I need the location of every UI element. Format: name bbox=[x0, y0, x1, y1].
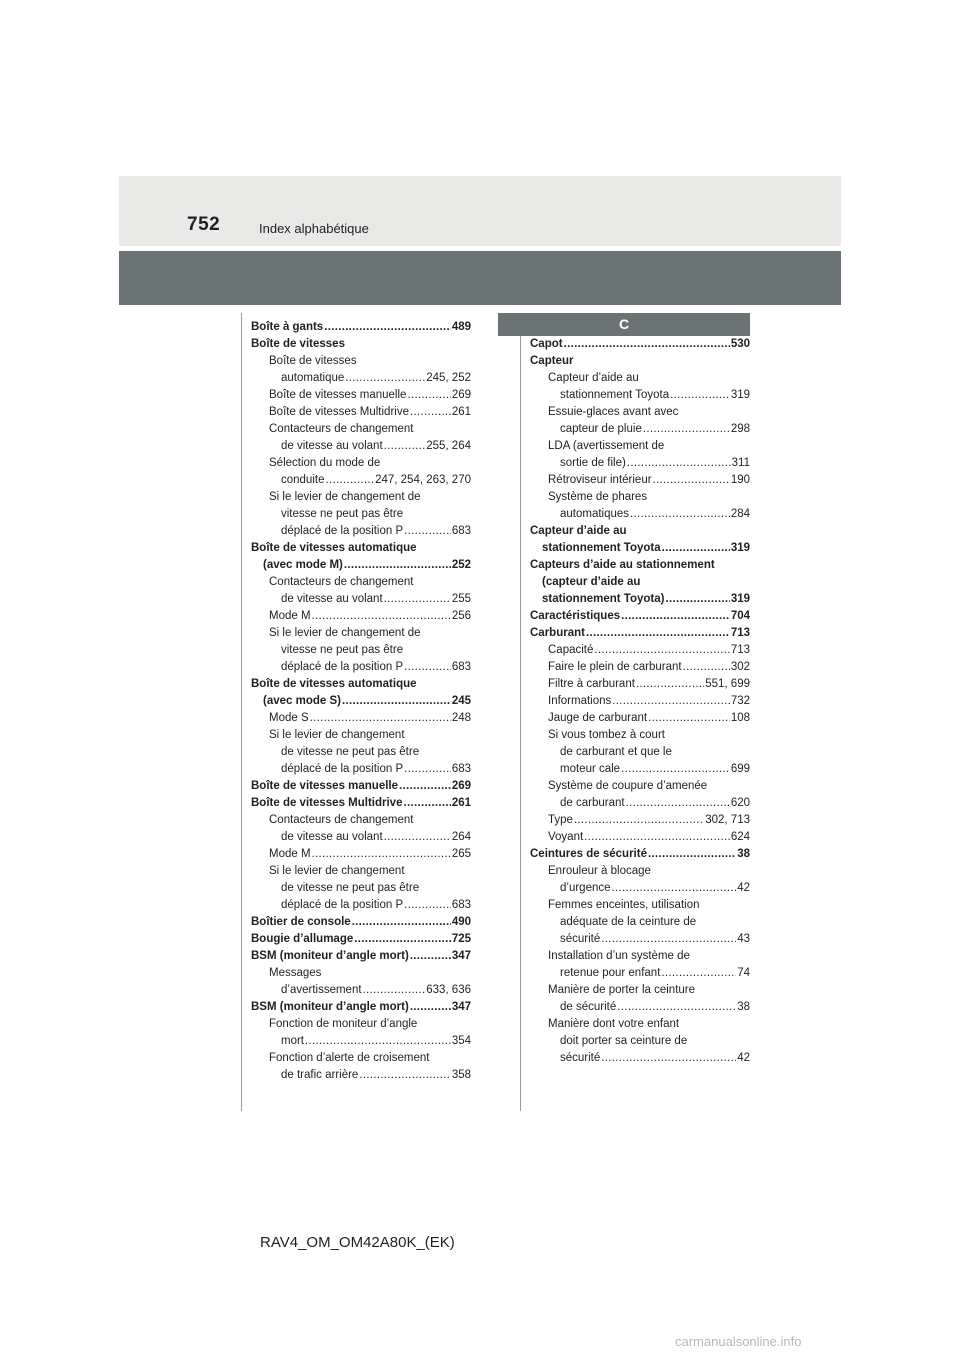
index-entry bbox=[530, 387, 750, 404]
index-entry bbox=[251, 540, 471, 557]
dot-leader bbox=[627, 455, 731, 472]
dot-leader bbox=[363, 982, 426, 999]
index-entry-text: doit porter sa ceinture de bbox=[560, 1035, 688, 1047]
index-entry bbox=[251, 557, 471, 574]
index-entry-text: Manière de porter la ceinture bbox=[548, 984, 696, 996]
dot-leader bbox=[384, 829, 451, 846]
dot-leader bbox=[399, 778, 451, 795]
index-entry-text: Informations bbox=[548, 695, 612, 707]
index-entry-text: stationnement Toyota bbox=[560, 389, 670, 401]
index-entry-page: 261 bbox=[451, 406, 471, 418]
index-entry-text: stationnement Toyota bbox=[542, 542, 661, 554]
dot-leader bbox=[564, 336, 730, 353]
index-entry bbox=[530, 472, 750, 489]
index-entry bbox=[251, 948, 471, 965]
index-entry-page: 302 bbox=[730, 661, 750, 673]
dot-leader bbox=[344, 557, 451, 574]
index-entry bbox=[530, 642, 750, 659]
index-entry-text: moteur cale bbox=[560, 763, 621, 775]
index-entry-page: 42 bbox=[737, 882, 750, 894]
index-entry-text: Filtre à carburant bbox=[548, 678, 635, 690]
index-entry-text: d’urgence bbox=[560, 882, 611, 894]
index-entry bbox=[251, 778, 471, 795]
index-entry-page: 490 bbox=[451, 916, 471, 928]
index-entry-text: retenue pour enfant bbox=[560, 967, 661, 979]
index-entry bbox=[251, 897, 471, 914]
index-entry-page: 319 bbox=[730, 389, 750, 401]
index-entry bbox=[251, 744, 471, 761]
index-entry-text: de vitesse ne peut pas être bbox=[281, 746, 420, 758]
index-entry-text: BSM (moniteur d’angle mort) bbox=[251, 1001, 409, 1013]
dot-leader bbox=[345, 370, 425, 387]
dot-leader bbox=[310, 710, 451, 727]
index-entry bbox=[530, 948, 750, 965]
index-entry-text: vitesse ne peut pas être bbox=[281, 508, 404, 520]
index-entry-text: mort bbox=[281, 1035, 304, 1047]
dot-leader bbox=[661, 965, 736, 982]
index-entry-page: 269 bbox=[451, 780, 471, 792]
index-entry bbox=[251, 387, 471, 404]
dot-leader bbox=[407, 387, 450, 404]
index-entry bbox=[251, 965, 471, 982]
index-entry bbox=[251, 1050, 471, 1067]
index-entry bbox=[530, 965, 750, 982]
index-entry bbox=[530, 421, 750, 438]
index-entry-page: 354 bbox=[451, 1035, 471, 1047]
index-entry-page: 284 bbox=[730, 508, 750, 520]
index-entry-text: (capteur d’aide au bbox=[542, 576, 641, 588]
index-entry-text: Femmes enceintes, utilisation bbox=[548, 899, 700, 911]
index-entry bbox=[251, 523, 471, 540]
index-entry bbox=[251, 625, 471, 642]
index-entry-text: Sélection du mode de bbox=[269, 457, 381, 469]
index-entry-text: sécurité bbox=[560, 933, 601, 945]
index-entry bbox=[530, 795, 750, 812]
index-entry-text: Mode M bbox=[269, 848, 311, 860]
index-entry bbox=[530, 353, 750, 370]
index-entry bbox=[530, 591, 750, 608]
index-entry-page: 713 bbox=[730, 644, 750, 656]
index-entry bbox=[530, 914, 750, 931]
index-entry-page: 255, 264 bbox=[426, 440, 471, 452]
index-entry bbox=[530, 727, 750, 744]
dot-leader bbox=[574, 812, 704, 829]
index-entry-text: Manière dont votre enfant bbox=[548, 1018, 680, 1030]
dot-leader bbox=[612, 880, 737, 897]
index-entry-text: Voyant bbox=[548, 831, 584, 843]
index-entry bbox=[251, 489, 471, 506]
index-entry-page: 725 bbox=[451, 933, 471, 945]
index-entry bbox=[251, 319, 471, 336]
page-title: Index alphabétique bbox=[259, 221, 369, 236]
index-entry-text: Contacteurs de changement bbox=[269, 814, 414, 826]
dot-leader bbox=[630, 506, 730, 523]
dot-leader bbox=[410, 948, 451, 965]
index-entry-page: 298 bbox=[730, 423, 750, 435]
index-entry-text: d’avertissement bbox=[281, 984, 362, 996]
index-entry-text: déplacé de la position P bbox=[281, 525, 404, 537]
header-dark-band bbox=[119, 251, 841, 305]
dot-leader bbox=[643, 421, 730, 438]
index-entry-text: vitesse ne peut pas être bbox=[281, 644, 404, 656]
index-entry-page: 108 bbox=[730, 712, 750, 724]
index-entry-text: Boîte de vitesses bbox=[269, 355, 357, 367]
index-entry-text: Jauge de carburant bbox=[548, 712, 648, 724]
index-entry-page: 43 bbox=[737, 933, 750, 945]
index-entry bbox=[530, 489, 750, 506]
index-entry-text: Si le levier de changement bbox=[269, 865, 405, 877]
index-entry-text: de vitesse au volant bbox=[281, 440, 383, 452]
dot-leader bbox=[601, 1050, 736, 1067]
index-entry bbox=[530, 710, 750, 727]
dot-leader bbox=[305, 1033, 451, 1050]
index-entry-page: 551, 699 bbox=[705, 678, 750, 690]
index-entry-text: adéquate de la ceinture de bbox=[560, 916, 697, 928]
index-entry-text: Boîte de vitesses Multidrive bbox=[269, 406, 409, 418]
index-entry-text: de vitesse ne peut pas être bbox=[281, 882, 420, 894]
dot-leader bbox=[626, 795, 730, 812]
index-entry-text: de vitesse au volant bbox=[281, 593, 383, 605]
index-entry-text: Capteur d’aide au bbox=[548, 372, 639, 384]
index-entry bbox=[251, 880, 471, 897]
index-entry-text: Ceintures de sécurité bbox=[530, 848, 647, 860]
index-entry bbox=[530, 455, 750, 472]
index-entry bbox=[530, 693, 750, 710]
index-entry-text: Type bbox=[548, 814, 573, 826]
dot-leader bbox=[404, 897, 451, 914]
index-entry-page: 530 bbox=[730, 338, 750, 350]
index-entry-text: Capteur d’aide au bbox=[530, 525, 627, 537]
dot-leader bbox=[359, 1067, 450, 1084]
index-entry-page: 704 bbox=[730, 610, 750, 622]
index-entry-text: sécurité bbox=[560, 1052, 601, 1064]
index-entry bbox=[251, 1033, 471, 1050]
dot-leader bbox=[312, 608, 451, 625]
index-entry-page: 683 bbox=[451, 763, 471, 775]
index-entry-page: 683 bbox=[451, 661, 471, 673]
index-entry-page: 358 bbox=[451, 1069, 471, 1081]
dot-leader bbox=[354, 931, 451, 948]
dot-leader bbox=[384, 591, 451, 608]
index-entry bbox=[251, 608, 471, 625]
index-entry-page: 269 bbox=[451, 389, 471, 401]
section-letter-c: C bbox=[498, 313, 750, 336]
dot-leader bbox=[621, 608, 730, 625]
index-entry-text: Si le levier de changement de bbox=[269, 491, 421, 503]
dot-leader bbox=[404, 659, 451, 676]
index-entry bbox=[530, 812, 750, 829]
index-entry-text: Boîte de vitesses bbox=[251, 338, 345, 350]
left-divider bbox=[241, 313, 242, 1111]
watermark: carmanualsonline.info bbox=[675, 1334, 802, 1349]
index-entry-page: 624 bbox=[730, 831, 750, 843]
index-entry-text: de sécurité bbox=[560, 1001, 617, 1013]
index-entry-text: (avec mode M) bbox=[263, 559, 343, 571]
index-entry bbox=[251, 676, 471, 693]
index-entry-text: Bougie d’allumage bbox=[251, 933, 354, 945]
index-entry bbox=[251, 659, 471, 676]
index-entry bbox=[251, 642, 471, 659]
index-entry bbox=[251, 1016, 471, 1033]
index-entry-text: Boîte de vitesses manuelle bbox=[269, 389, 407, 401]
dot-leader bbox=[384, 438, 426, 455]
index-entry bbox=[251, 693, 471, 710]
index-entry-text: Si le levier de changement de bbox=[269, 627, 421, 639]
index-entry-page: 245 bbox=[451, 695, 471, 707]
index-entry bbox=[530, 931, 750, 948]
index-entry bbox=[251, 846, 471, 863]
index-entry-page: 252 bbox=[451, 559, 471, 571]
index-entry-text: LDA (avertissement de bbox=[548, 440, 665, 452]
index-entry bbox=[530, 557, 750, 574]
index-entry-text: Caractéristiques bbox=[530, 610, 621, 622]
index-entry-text: Capteur bbox=[530, 355, 574, 367]
index-entry-text: Boîte à gants bbox=[251, 321, 324, 333]
index-entry-page: 42 bbox=[737, 1052, 750, 1064]
index-entry bbox=[251, 455, 471, 472]
index-entry-text: de carburant bbox=[560, 797, 625, 809]
index-entry bbox=[251, 761, 471, 778]
index-entry-text: Contacteurs de changement bbox=[269, 423, 414, 435]
index-entry bbox=[251, 591, 471, 608]
index-entry bbox=[530, 880, 750, 897]
index-entry-page: 190 bbox=[730, 474, 750, 486]
index-entry-text: Si le levier de changement bbox=[269, 729, 405, 741]
dot-leader bbox=[653, 472, 730, 489]
index-entry bbox=[530, 863, 750, 880]
index-entry bbox=[530, 625, 750, 642]
index-entry bbox=[530, 659, 750, 676]
dot-leader bbox=[594, 642, 729, 659]
index-entry bbox=[251, 795, 471, 812]
index-entry-text: Contacteurs de changement bbox=[269, 576, 414, 588]
dot-leader bbox=[325, 472, 374, 489]
index-entry-page: 347 bbox=[451, 1001, 471, 1013]
index-entry-page: 347 bbox=[451, 950, 471, 962]
dot-leader bbox=[670, 387, 730, 404]
index-entry-page: 302, 713 bbox=[705, 814, 750, 826]
index-entry bbox=[530, 982, 750, 999]
index-entry-text: automatique bbox=[281, 372, 345, 384]
index-entry bbox=[251, 727, 471, 744]
index-entry-text: Système de phares bbox=[548, 491, 648, 503]
dot-leader bbox=[404, 761, 451, 778]
index-entry-text: sortie de file) bbox=[560, 457, 626, 469]
index-entry-page: 319 bbox=[730, 542, 750, 554]
index-entry bbox=[530, 676, 750, 693]
index-entry-page: 38 bbox=[737, 1001, 750, 1013]
index-entry bbox=[251, 370, 471, 387]
index-entry-page: 319 bbox=[730, 593, 750, 605]
index-entry-text: Essuie-glaces avant avec bbox=[548, 406, 679, 418]
index-entry-text: Boîte de vitesses automatique bbox=[251, 542, 417, 554]
index-entry-text: BSM (moniteur d’angle mort) bbox=[251, 950, 409, 962]
dot-leader bbox=[601, 931, 736, 948]
index-entry bbox=[530, 897, 750, 914]
dot-leader bbox=[665, 591, 729, 608]
index-entry bbox=[530, 506, 750, 523]
dot-leader bbox=[410, 404, 451, 421]
index-entry bbox=[530, 778, 750, 795]
index-entry bbox=[530, 999, 750, 1016]
index-entry-text: de carburant et que le bbox=[560, 746, 672, 758]
index-entry bbox=[251, 421, 471, 438]
index-entry bbox=[251, 353, 471, 370]
index-entry bbox=[530, 1050, 750, 1067]
index-entry-text: Installation d’un système de bbox=[548, 950, 690, 962]
index-entry-page: 683 bbox=[451, 899, 471, 911]
dot-leader bbox=[404, 523, 451, 540]
dot-leader bbox=[648, 846, 736, 863]
index-entry bbox=[251, 931, 471, 948]
index-entry bbox=[530, 846, 750, 863]
index-entry bbox=[530, 761, 750, 778]
index-entry-page: 311 bbox=[731, 457, 750, 469]
index-entry-page: 489 bbox=[451, 321, 471, 333]
index-entry-text: déplacé de la position P bbox=[281, 899, 404, 911]
index-entry-page: 265 bbox=[451, 848, 471, 860]
index-entry-text: Capteurs d’aide au stationnement bbox=[530, 559, 715, 571]
index-entry bbox=[530, 829, 750, 846]
index-entry bbox=[251, 574, 471, 591]
index-entry bbox=[251, 472, 471, 489]
index-entry-text: Capacité bbox=[548, 644, 594, 656]
page-number: 752 bbox=[187, 214, 221, 235]
index-entry-text: automatiques bbox=[560, 508, 630, 520]
index-entry-text: de trafic arrière bbox=[281, 1069, 359, 1081]
index-entry-text: conduite bbox=[281, 474, 325, 486]
index-entry bbox=[251, 863, 471, 880]
dot-leader bbox=[648, 710, 730, 727]
index-entry bbox=[530, 523, 750, 540]
index-entry bbox=[530, 336, 750, 353]
index-entry bbox=[530, 1033, 750, 1050]
index-entry-text: Enrouleur à blocage bbox=[548, 865, 651, 877]
index-entry-page: 683 bbox=[451, 525, 471, 537]
index-entry-page: 713 bbox=[730, 627, 750, 639]
index-entry bbox=[251, 914, 471, 931]
index-entry bbox=[251, 1067, 471, 1084]
index-entry-text: Boîte de vitesses automatique bbox=[251, 678, 417, 690]
index-entry bbox=[530, 608, 750, 625]
document-code: RAV4_OM_OM42A80K_(EK) bbox=[260, 1234, 455, 1251]
index-entry-text: de vitesse au volant bbox=[281, 831, 383, 843]
index-entry-text: Mode M bbox=[269, 610, 311, 622]
index-entry bbox=[251, 506, 471, 523]
index-entry bbox=[530, 370, 750, 387]
center-divider bbox=[520, 313, 521, 1111]
index-entry-text: Fonction d’alerte de croisement bbox=[269, 1052, 430, 1064]
index-entry bbox=[530, 1016, 750, 1033]
index-entry-text: Boîtier de console bbox=[251, 916, 351, 928]
index-entry-text: déplacé de la position P bbox=[281, 763, 404, 775]
index-entry bbox=[251, 982, 471, 999]
index-entry bbox=[251, 812, 471, 829]
index-column-left bbox=[251, 319, 471, 1084]
index-entry-text: Rétroviseur intérieur bbox=[548, 474, 652, 486]
index-entry-text: Si vous tombez à court bbox=[548, 729, 665, 741]
index-entry bbox=[530, 744, 750, 761]
index-entry-text: Système de coupure d’amenée bbox=[548, 780, 708, 792]
index-entry-text: Messages bbox=[269, 967, 322, 979]
dot-leader bbox=[584, 829, 730, 846]
index-entry bbox=[251, 710, 471, 727]
dot-leader bbox=[324, 319, 451, 336]
index-entry-page: 248 bbox=[451, 712, 471, 724]
index-entry-text: Carburant bbox=[530, 627, 585, 639]
index-entry-page: 699 bbox=[730, 763, 750, 775]
index-entry bbox=[251, 336, 471, 353]
index-entry-page: 256 bbox=[451, 610, 471, 622]
header-band bbox=[119, 176, 841, 246]
dot-leader bbox=[621, 761, 730, 778]
index-entry-page: 620 bbox=[730, 797, 750, 809]
dot-leader bbox=[342, 693, 451, 710]
index-entry-page: 247, 254, 263, 270 bbox=[375, 474, 471, 486]
dot-leader bbox=[410, 999, 451, 1016]
index-entry-text: stationnement Toyota) bbox=[542, 593, 665, 605]
index-entry bbox=[530, 404, 750, 421]
index-entry-page: 264 bbox=[451, 831, 471, 843]
dot-leader bbox=[312, 846, 451, 863]
dot-leader bbox=[636, 676, 704, 693]
index-entry-text: Boîte de vitesses manuelle bbox=[251, 780, 399, 792]
index-entry-text: Faire le plein de carburant bbox=[548, 661, 682, 673]
index-entry-page: 732 bbox=[730, 695, 750, 707]
dot-leader bbox=[683, 659, 730, 676]
dot-leader bbox=[586, 625, 730, 642]
index-entry-page: 74 bbox=[737, 967, 750, 979]
index-entry bbox=[251, 438, 471, 455]
index-entry-page: 261 bbox=[451, 797, 471, 809]
index-entry bbox=[530, 540, 750, 557]
index-column-right bbox=[530, 336, 750, 1067]
index-entry-page: 38 bbox=[737, 848, 750, 860]
index-entry-text: (avec mode S) bbox=[263, 695, 341, 707]
index-entry-page: 245, 252 bbox=[426, 372, 471, 384]
dot-leader bbox=[352, 914, 451, 931]
dot-leader bbox=[617, 999, 736, 1016]
index-entry bbox=[251, 999, 471, 1016]
dot-leader bbox=[403, 795, 450, 812]
index-entry bbox=[530, 574, 750, 591]
index-entry-text: Mode S bbox=[269, 712, 309, 724]
index-entry-text: déplacé de la position P bbox=[281, 661, 404, 673]
index-entry-page: 255 bbox=[451, 593, 471, 605]
index-entry-text: Boîte de vitesses Multidrive bbox=[251, 797, 403, 809]
index-entry bbox=[530, 438, 750, 455]
dot-leader bbox=[662, 540, 730, 557]
index-entry-page: 633, 636 bbox=[426, 984, 471, 996]
index-entry-text: Fonction de moniteur d’angle bbox=[269, 1018, 418, 1030]
dot-leader bbox=[612, 693, 730, 710]
index-entry-text: Capot bbox=[530, 338, 563, 350]
index-entry bbox=[251, 404, 471, 421]
index-entry-text: capteur de pluie bbox=[560, 423, 642, 435]
index-entry bbox=[251, 829, 471, 846]
